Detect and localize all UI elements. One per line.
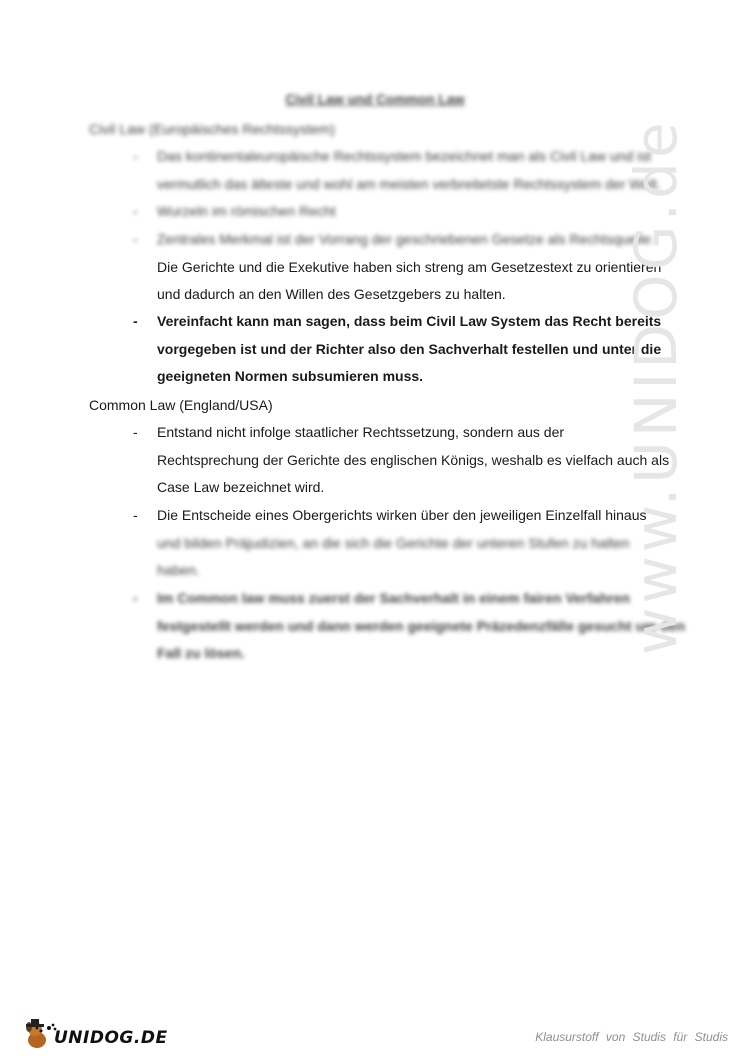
list-item-line: Case Law bezeichnet wird.	[157, 479, 325, 495]
list-item-line: vorgegeben ist und der Richter also den Sachverhalt festellen und unter die	[157, 340, 662, 357]
bullet-dash: -	[133, 424, 138, 440]
section-heading-common-law: Common Law (England/USA)	[89, 397, 273, 413]
list-item-line: Fall zu lösen.	[157, 645, 245, 661]
list-item-line: festgestellt werden und dann werden geeignete Präzedenzfälle gesucht um den	[157, 617, 686, 634]
list-item-line: Vereinfacht kann man sagen, dass beim Civil Law System das Recht bereits	[157, 313, 662, 329]
list-item-line: vermutlich das älteste und wohl am meisten verbreitetste Rechtssystem der Welt.	[157, 175, 661, 192]
bullet-dash: -	[133, 203, 138, 219]
bullet-dash: -	[133, 148, 138, 164]
list-item-line: Die Entscheide eines Obergerichts wirken über den jeweiligen Einzelfall hinaus	[157, 507, 647, 523]
list-item-line: Entstand nicht infolge staatlicher Rechtssetzung, sondern aus der	[157, 424, 565, 440]
list-item-line: und bilden Präjudizien, an die sich die Gerichte der unteren Stufen zu halten	[157, 534, 630, 551]
bullet-dash: -	[133, 590, 138, 606]
list-item-line: Das kontinentaleuropäische Rechtssystem bezeichnet man als Civil Law und ist	[157, 148, 652, 164]
list-item-line: Rechtsprechung der Gerichte des englischen Königs, weshalb es vielfach auch als	[157, 451, 670, 468]
list-item-line: haben.	[157, 562, 200, 578]
list-item-line: Im Common law muss zuerst der Sachverhalt in einem fairen Verfahren	[157, 590, 631, 606]
list-item-line: geeigneten Normen subsumieren muss.	[157, 368, 424, 384]
document-title: Civil Law und Common Law	[285, 92, 465, 107]
list-item-line: und dadurch an den Willen des Gesetzgebers zu halten.	[157, 286, 506, 302]
logo-text: UNIDOG.DE	[54, 1028, 168, 1048]
section-heading-civil-law: Civil Law (Europäisches Rechtssystem)	[89, 121, 335, 137]
bullet-dash: -	[133, 231, 138, 247]
bullet-dash: -	[133, 313, 138, 329]
footer-slogan: Klausurstoff von Studis für Studis	[535, 1030, 728, 1044]
list-item-line: Die Gerichte und die Exekutive haben sich streng am Gesetzestext zu orientieren	[157, 258, 662, 275]
bullet-dash: -	[133, 507, 138, 523]
watermark-text: www.UNIDOG.de	[622, 118, 690, 655]
list-item-line: Zentrales Merkmal ist der Vorrang der geschriebenen Gesetze als Rechtsquelle:	[157, 231, 655, 247]
list-item-line: Wurzeln im römischen Recht	[157, 203, 336, 219]
